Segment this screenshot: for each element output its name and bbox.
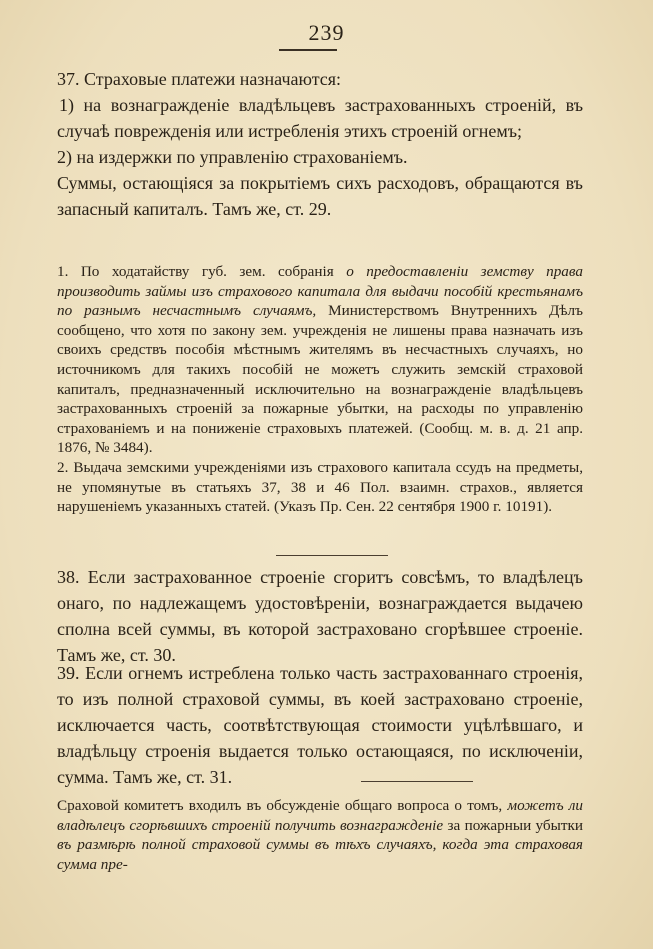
- article-37-item-2: 2) на издержки по управленію страхованіемъ.: [57, 147, 408, 167]
- footnote-text-start: Сраховой комитетъ входилъ въ обсужденіе общаго вопроса о томъ,: [57, 797, 508, 814]
- article-37: [57, 66, 583, 222]
- article-37-heading: 37. Страховые платежи назначаются:: [57, 69, 342, 89]
- notes-block: [57, 262, 583, 517]
- notes-separator: [276, 555, 388, 556]
- note-2: 2. Выдача земскими учрежденіями изъ страхового капитала ссудъ на предметы, не упомянутые въ статьяхъ 37, 38 и 46 Пол. взаимн. страхов., является нарушеніемъ указанныхъ статей. (Указъ Пр. Сен. 22 сентября 1900 г. 10191).: [57, 458, 583, 516]
- note-1-text-start: 1. По ходатайству губ. зем. собранія: [57, 263, 347, 280]
- article-39-text: 39. Если огнемъ истреблена только часть застрахованнаго строенія, то изъ полной страховой суммы, въ коей застраховано строеніе, исключается часть, соотвѣтствующая стоимости уцѣлѣвшаго, и владѣльцу строенія выдается только остающаяся, по исключеніи, сумма. Тамъ же, ст. 31.: [57, 663, 583, 787]
- article-38-text: 38. Если застрахованное строеніе сгоритъ совсѣмъ, то владѣлецъ онаго, по надлежащемъ удостовѣреніи, вознаграждается выдачею сполна всей суммы, въ которой застраховано сгорѣвшее строеніе. Тамъ же, ст. 30.: [57, 567, 583, 665]
- note-1: [57, 262, 583, 458]
- footnote-text: [57, 796, 583, 874]
- article-38: [57, 564, 583, 668]
- note-1-italic: о предоставленіи земству права производить займы изъ страхового капитала для выдачи пособій крестьянамъ по разнымъ несчастнымъ случаямъ,: [57, 263, 583, 320]
- footnote-separator: [361, 781, 473, 782]
- note-1-text-end: Министерствомъ Внутреннихъ Дѣлъ сообщено, что хотя по закону зем. учрежденія не лишены права назначать изъ своихъ средствъ пособія мѣстнымъ жителямъ въ несчастныхъ случаяхъ, но источникомъ для такихъ пособій не можетъ служить земскій страховой капиталъ, предназначенный исключительно на вознагражденіе владѣльцевъ застрахованныхъ строеній за пожарные убытки, на расходы по управленію страхованіемъ и на пониженіе страховыхъ платежей. (Сообщ. м. в. д. 21 апр. 1876, № 3484).: [57, 302, 583, 457]
- footnote-italic-2: въ размѣрѣ полной страховой суммы въ тѣхъ случаяхъ, когда эта страховая сумма пре-: [57, 836, 583, 873]
- footnote: [57, 796, 583, 874]
- footnote-italic-1: можетъ ли владѣлецъ сгорѣвшихъ строеній получить вознагражденіе: [57, 797, 583, 834]
- article-37-closing: Суммы, остающіяся за покрытіемъ сихъ расходовъ, обращаются въ запасный капиталъ. Тамъ же, ст. 29.: [57, 173, 583, 219]
- article-37-item-1: 1) на вознагражденіе владѣльцевъ застрахованныхъ строеній, въ случаѣ поврежденія или истребленія этихъ строеній огнемъ;: [57, 95, 583, 141]
- article-39: [57, 660, 583, 790]
- header-rule: [279, 49, 337, 51]
- footnote-text-mid: за пожарныи убытки: [443, 816, 584, 834]
- page-number: 239: [308, 20, 345, 45]
